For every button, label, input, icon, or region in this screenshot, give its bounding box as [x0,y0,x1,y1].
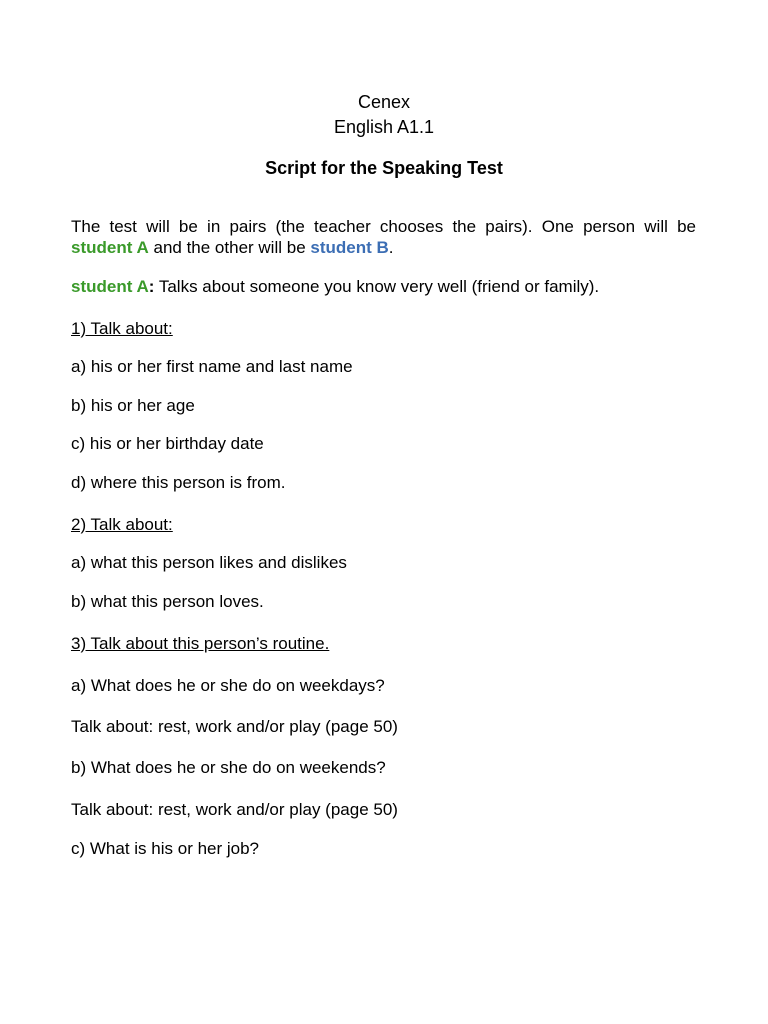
intro-text-1: The test will be in pairs (the teacher chooses the pairs). One person will be [71,217,696,236]
section-1-item: d) where this person is from. [71,473,286,492]
course-level: English A1.1 [333,117,435,137]
school-name: Cenex [357,92,411,112]
intro-paragraph [71,216,696,258]
section-3-line: Talk about: rest, work and/or play (page 50) [71,800,398,819]
intro-text-end: . [388,238,394,257]
page-title: Script for the Speaking Test [265,158,503,178]
student-a-description: Talks about someone you know very well (friend or family). [154,277,600,296]
intro-text-2: and the other will be [148,238,311,257]
section-1-item: a) his or her first name and last name [71,357,353,376]
student-a-label: student A [71,238,149,257]
student-a-heading: student A [71,277,149,296]
section-1-item: b) his or her age [71,396,195,415]
student-b-label: student B [310,238,389,257]
section-3-line: a) What does he or she do on weekdays? [71,676,385,695]
section-1-heading: 1) Talk about: [71,319,173,338]
section-3-heading: 3) Talk about this person’s routine. [71,634,330,653]
student-a-colon: : [148,277,155,296]
student-a-line [71,276,599,297]
section-3-line: Talk about: rest, work and/or play (page 50) [71,717,398,736]
section-2-item: b) what this person loves. [71,592,264,611]
section-1-item: c) his or her birthday date [71,434,264,453]
section-3-line: c) What is his or her job? [71,839,260,858]
section-3-line: b) What does he or she do on weekends? [71,758,386,777]
section-2-heading: 2) Talk about: [71,515,173,534]
section-2-item: a) what this person likes and dislikes [71,553,347,572]
